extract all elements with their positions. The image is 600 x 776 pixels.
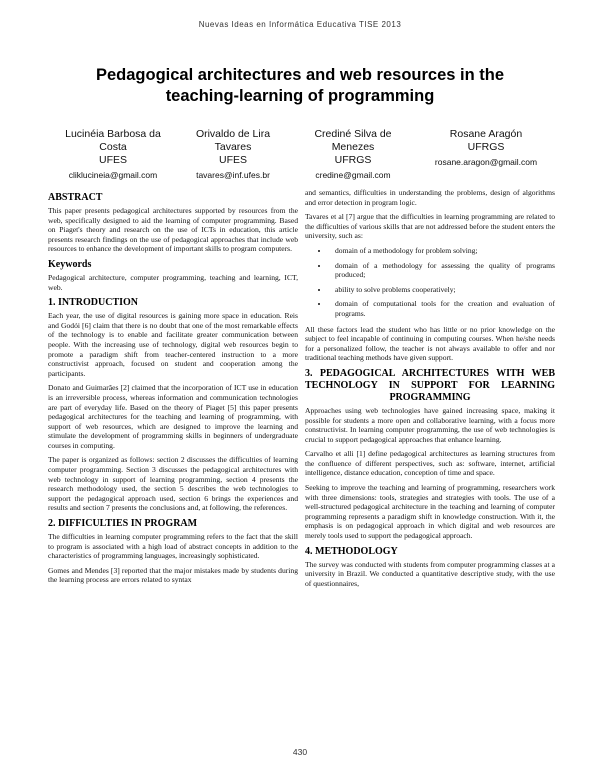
abstract-heading: ABSTRACT	[48, 192, 103, 203]
list-item: • domain of a methodology for assessing the quality of programs produced;	[329, 261, 555, 280]
running-head: Nuevas Ideas en Informática Educativa TISE 2013	[198, 20, 402, 29]
paper-title: Pedagogical architectures and web resources in the teaching-learning of programming	[95, 66, 505, 105]
author-email[interactable]: rosane.aragon@gmail.com	[434, 157, 538, 167]
author-name: Lucinéia Barbosa da Costa	[65, 128, 161, 153]
author-name: Crediné Silva de Menezes	[314, 128, 392, 153]
author-affiliation: UFES	[98, 154, 127, 166]
difficulties-closing: All these factors lead the student who has little or no prior knowledge on the subject to feel incapable of continuing in computing courses. When he/she needs for a personalized follow, the teacher is not always available to offer and nor traditional teaching methods have given support.	[305, 324, 555, 363]
introduction-paragraph: The paper is organized as follows: section 2 discusses the difficulties of learning computer programming. Section 3 discusses the pedagogical architectures with web technology in support of learning programming, section 4 presents the research methodology used, the section 5 describes the web technologies to support the pedagogical approach used, section 6 brings the experiences and results and section 7 presents the conclusions and, at following, the references.	[48, 455, 298, 513]
skills-list	[305, 246, 555, 319]
author-2	[180, 128, 286, 182]
architectures-paragraph: Approaches using web technologies have gained increasing space, making it possible for students a more open and collaborative learning, with a focus more constructivist. In learning computer programming, the use of web technologies is crucial to support pedagogical approaches that enhance learning.	[305, 405, 555, 444]
list-item: • domain of a methodology for problem solving;	[329, 246, 555, 256]
difficulties-continuation: and semantics, difficulties in understanding the problems, design of algorithms and error detection in program logic.	[305, 188, 555, 207]
introduction-paragraph: Donato and Guimarães [2] claimed that the incorporation of ICT use in education is an irreversible process, whereas information and communication technologies are part of everyday life. Based on the theory of Piaget [5] this paper presents pedagogical architectures for the teaching and learning of programming, with support of web resources, which are designed to improve the learning and stimulate the development of programming skills in beginners of undergraduate courses in computing.	[48, 383, 298, 450]
difficulties-paragraph: The difficulties in learning computer programming refers to the fact that the skill to program is associated with a high load of abstract concepts in addition to the characteristics of programming languages, increasingly sophisticated.	[48, 532, 298, 561]
keywords-text: Pedagogical architecture, computer programming, teaching and learning, ICT, web.	[48, 272, 298, 292]
difficulties-paragraph: Gomes and Mendes [3] reported that the major mistakes made by students during the learning process are errors related to syntax	[48, 565, 298, 585]
author-3	[300, 128, 406, 182]
author-affiliation: UFRGS	[467, 141, 505, 153]
list-item: • ability to solve problems cooperatively;	[329, 285, 555, 295]
page-number: 430	[292, 747, 308, 757]
author-name: Orivaldo de Lira Tavares	[195, 128, 271, 153]
author-block	[0, 128, 600, 180]
introduction-paragraph: Each year, the use of digital resources is gaining more space in education. Reis and Godói [6] claim that there is no doubt that one of the most remarkable effects of the technology is to enable and facilitate greater communication between people. With the increasing use of technology, digital web resources begin to promote a paradigm shift from teacher-centered instruction to a more constructivist approach, focused on student and cooperation among the participants.	[48, 311, 298, 378]
methodology-heading: 4. METHODOLOGY	[305, 545, 398, 557]
right-column	[305, 188, 555, 593]
methodology-text: The survey was conducted with students from computer programming classes at a university in Brazil. We conducted a quantitative descriptive study, with the use of questionnaires,	[305, 559, 555, 588]
author-email[interactable]: tavares@inf.ufes.br	[196, 170, 270, 180]
difficulties-heading: 2. DIFFICULTIES IN PROGRAM	[48, 518, 198, 530]
architectures-heading: 3. PEDAGOGICAL ARCHITECTURES WITH WEB TECHNOLOGY IN SUPPORT FOR LEARNING PROGRAMMING	[305, 367, 555, 403]
author-4	[416, 128, 556, 169]
author-email[interactable]: cliklucineia@gmail.com	[68, 170, 158, 180]
left-column	[48, 188, 298, 590]
tavares-paragraph: Tavares et al [7] argue that the difficulties in learning programming are related to the difficulties of various skills that are not addressed before the student enters the university, such as:	[305, 212, 555, 241]
author-name: Rosane Aragón	[449, 128, 523, 140]
introduction-heading: 1. INTRODUCTION	[48, 297, 139, 309]
abstract-text: This paper presents pedagogical architectures supported by resources from the web, specifically designed to aid the learning of computer programming. Based on Piaget's theory and research on the use of ICTs in education, this article presents research findings on the use of pedagogical approaches that include web resources to enhance the development of important skills to program computers.	[48, 206, 298, 254]
list-item: • domain of computational tools for the creation and evaluation of programs.	[329, 299, 555, 318]
architectures-paragraph: Seeking to improve the teaching and learning of programming, researchers work with three dimensions: tools, strategies and strategies with tools. The use of a well-structured pedagogical architecture in the teaching and learning of computer programming represents a paradigm shift in knowledge construction. With it, the emphasis is on pedagogical approach in which digital and web resources are merely tools used to support the pedagogical approach.	[305, 483, 555, 541]
keywords-heading: Keywords	[48, 258, 92, 270]
author-affiliation: UFRGS	[334, 154, 372, 166]
author-email[interactable]: credine@gmail.com	[315, 170, 391, 180]
author-affiliation: UFES	[218, 154, 247, 166]
architectures-paragraph: Carvalho et alli [1] define pedagogical architectures as learning structures from the confluence of different perspectives, such as: software, internet, artificial intelligence, distance education, conception of time and space.	[305, 449, 555, 478]
author-1	[50, 128, 176, 182]
